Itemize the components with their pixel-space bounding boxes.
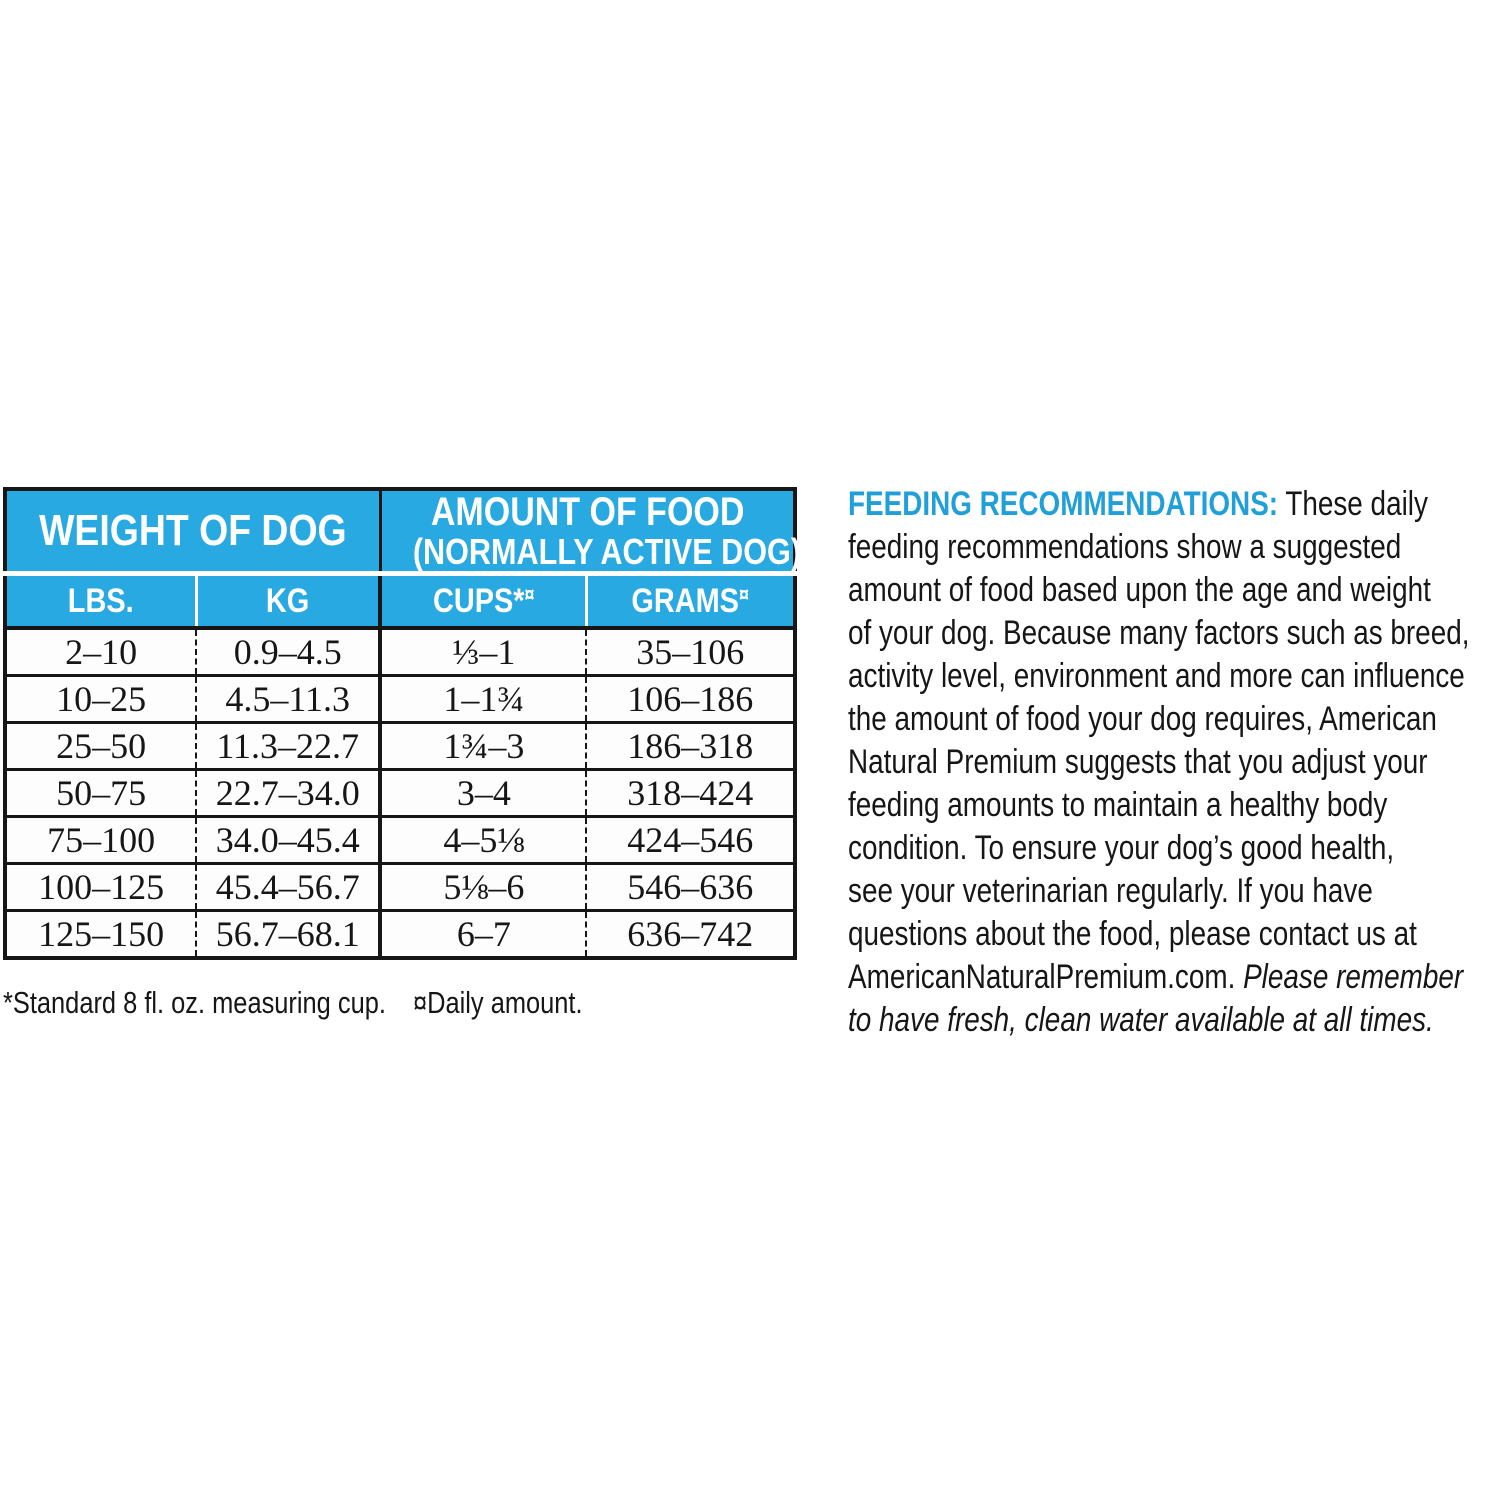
group-header-row [5, 489, 795, 574]
cell-cups: 3–4 [380, 770, 586, 817]
cell-kg: 34.0–45.4 [196, 817, 380, 864]
currency-mark: ¤ [739, 582, 750, 606]
cell-cups: 6–7 [380, 911, 586, 959]
table-row [5, 628, 795, 676]
paragraph-line: Natural Premium suggests that you adjust your [848, 743, 1428, 781]
cell-lbs: 75–100 [5, 817, 196, 864]
cell-grams: 546–636 [586, 864, 795, 911]
header-weight-of-dog [5, 489, 380, 574]
header-amount-of-food [380, 489, 801, 574]
table-row [5, 770, 795, 817]
asterisk-mark: * [513, 581, 525, 620]
footnotes [3, 982, 803, 1024]
col-header-cups [380, 574, 586, 629]
website-text: AmericanNaturalPremium.com. [848, 958, 1236, 996]
col-header-grams-label [632, 582, 750, 621]
paragraph-line: questions about the food, please contact us at [848, 915, 1417, 953]
cell-lbs: 100–125 [5, 864, 196, 911]
table-row [5, 676, 795, 723]
cell-grams: 106–186 [586, 676, 795, 723]
cell-kg: 22.7–34.0 [196, 770, 380, 817]
cell-lbs: 50–75 [5, 770, 196, 817]
header-weight-label: WEIGHT OF DOG [39, 506, 347, 555]
paragraph-line [848, 956, 1464, 999]
table-row [5, 817, 795, 864]
col-header-kg [196, 574, 380, 629]
cell-cups: 5⅛–6 [380, 864, 586, 911]
cell-kg: 11.3–22.7 [196, 723, 380, 770]
cups-text: CUPS [432, 581, 514, 620]
feeding-recommendations-paragraph [848, 483, 1488, 1042]
col-header-grams [586, 574, 795, 629]
header-amount-line2: (NORMALLY ACTIVE DOG) [412, 531, 801, 572]
cell-grams: 318–424 [586, 770, 795, 817]
table-row [5, 911, 795, 959]
paragraph-line: amount of food based upon the age and weight [848, 571, 1431, 609]
cell-kg: 45.4–56.7 [196, 864, 380, 911]
currency-mark: ¤ [524, 582, 535, 606]
cell-cups: 1–1¾ [380, 676, 586, 723]
column-header-row [5, 574, 795, 629]
footnote-measuring-cup: *Standard 8 fl. oz. measuring cup. [3, 985, 386, 1020]
cell-grams: 636–742 [586, 911, 795, 959]
cell-cups: 4–5⅛ [380, 817, 586, 864]
cell-lbs: 25–50 [5, 723, 196, 770]
paragraph-line: condition. To ensure your dog’s good health, [848, 829, 1395, 867]
col-header-lbs-label: LBS. [67, 581, 134, 620]
cell-lbs: 2–10 [5, 628, 196, 676]
feeding-recommendations-heading: FEEDING RECOMMENDATIONS: [848, 485, 1279, 523]
cell-lbs: 10–25 [5, 676, 196, 723]
paragraph-text: These daily [1285, 485, 1428, 523]
footnote-daily-amount: ¤Daily amount. [413, 985, 583, 1020]
col-header-kg-label: KG [266, 581, 310, 620]
feeding-table [3, 487, 801, 960]
cell-grams: 35–106 [586, 628, 795, 676]
cell-kg: 56.7–68.1 [196, 911, 380, 959]
paragraph-line: of your dog. Because many factors such as breed, [848, 614, 1470, 652]
grams-text: GRAMS [631, 581, 740, 620]
cell-kg: 0.9–4.5 [196, 628, 380, 676]
paragraph-line: feeding amounts to maintain a healthy body [848, 786, 1388, 824]
table-row [5, 723, 795, 770]
col-header-lbs [5, 574, 196, 629]
paragraph-line [848, 483, 1428, 526]
col-header-cups-label [433, 582, 535, 621]
cell-cups: ⅓–1 [380, 628, 586, 676]
cell-cups: 1¾–3 [380, 723, 586, 770]
cell-grams: 424–546 [586, 817, 795, 864]
paragraph-line: see your veterinarian regularly. If you have [848, 872, 1373, 910]
cell-grams: 186–318 [586, 723, 795, 770]
paragraph-line: to have fresh, clean water available at all times. [848, 1001, 1434, 1039]
italic-reminder-text: Please remember [1243, 958, 1464, 996]
cell-kg: 4.5–11.3 [196, 676, 380, 723]
paragraph-line: the amount of food your dog requires, American [848, 700, 1437, 738]
paragraph-line: feeding recommendations show a suggested [848, 528, 1402, 566]
cell-lbs: 125–150 [5, 911, 196, 959]
header-amount-line1: AMOUNT OF FOOD [430, 490, 745, 534]
table-row [5, 864, 795, 911]
paragraph-line: activity level, environment and more can influence [848, 657, 1465, 695]
